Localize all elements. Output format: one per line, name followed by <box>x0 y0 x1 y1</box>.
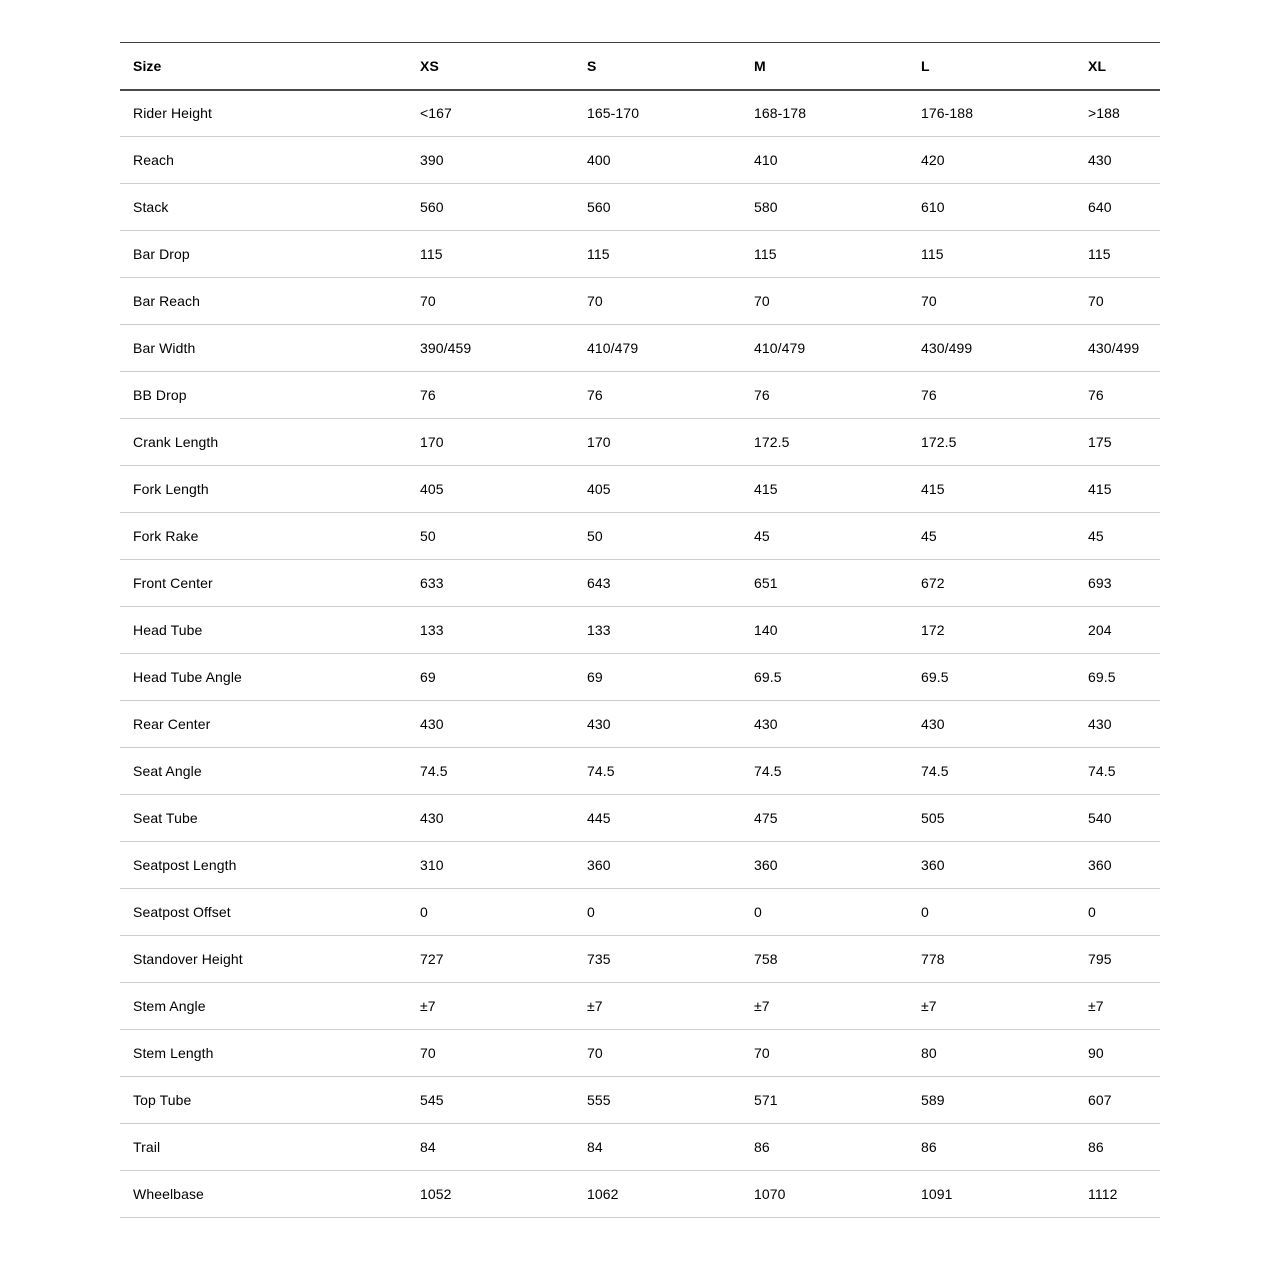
row-value: 172.5 <box>921 434 957 450</box>
row-value: 400 <box>587 152 611 168</box>
row-value: 50 <box>587 528 603 544</box>
row-value: 74.5 <box>1088 763 1116 779</box>
table-row <box>120 889 1160 936</box>
row-value: 70 <box>754 293 770 309</box>
row-value: 571 <box>754 1092 778 1108</box>
row-value: 735 <box>587 951 611 967</box>
column-header-l: L <box>921 57 930 74</box>
row-value: 70 <box>1088 293 1104 309</box>
table-row <box>120 137 1160 184</box>
row-value: 86 <box>1088 1139 1104 1155</box>
row-label: Crank Length <box>133 434 219 450</box>
row-value: 90 <box>1088 1045 1104 1061</box>
row-value: 1052 <box>420 1186 452 1202</box>
column-header-size: Size <box>133 57 162 74</box>
row-value: 410/479 <box>587 340 639 356</box>
row-value: 176-188 <box>921 105 974 122</box>
row-value: 420 <box>921 152 945 168</box>
row-value: 390/459 <box>420 340 472 356</box>
row-value: 175 <box>1088 434 1112 450</box>
table-header <box>120 43 1160 90</box>
row-value: 475 <box>754 810 778 826</box>
row-label: Bar Width <box>133 340 196 356</box>
row-value: ±7 <box>587 998 603 1014</box>
row-value: 430 <box>921 716 945 732</box>
row-value: 74.5 <box>754 763 782 779</box>
row-value: 430 <box>1088 152 1112 168</box>
row-value: 430/499 <box>921 340 973 356</box>
row-value: 415 <box>921 481 945 497</box>
spec-table-body <box>120 90 1160 1218</box>
row-value: 430 <box>754 716 778 732</box>
row-value: 76 <box>420 387 436 403</box>
row-value: 430 <box>420 810 444 826</box>
row-value: 0 <box>420 904 428 920</box>
row-value: ±7 <box>921 998 937 1014</box>
row-value: 76 <box>754 387 770 403</box>
row-value: 45 <box>754 528 770 544</box>
column-header-s: S <box>587 57 597 74</box>
row-value: 445 <box>587 810 611 826</box>
geometry-table <box>120 42 1160 1218</box>
row-label: Head Tube Angle <box>133 669 242 685</box>
row-label: Rider Height <box>133 105 213 122</box>
row-value: 415 <box>754 481 778 497</box>
row-value: 0 <box>1088 904 1096 920</box>
table-row <box>120 842 1160 889</box>
row-value: 76 <box>1088 387 1104 403</box>
row-value: 86 <box>754 1139 770 1155</box>
table-row <box>120 983 1160 1030</box>
row-value: 1070 <box>754 1186 786 1202</box>
table-row <box>120 936 1160 983</box>
row-value: 430 <box>420 716 444 732</box>
row-label: Standover Height <box>133 951 243 967</box>
row-value: 430 <box>1088 716 1112 732</box>
table-row <box>120 184 1160 231</box>
header-row <box>120 43 1160 90</box>
table-row <box>120 1171 1160 1218</box>
table-row <box>120 654 1160 701</box>
row-value: 76 <box>921 387 937 403</box>
row-value: 778 <box>921 951 945 967</box>
row-value: 610 <box>921 199 945 215</box>
row-label: BB Drop <box>133 387 187 403</box>
row-value: 70 <box>420 1045 436 1061</box>
row-value: 133 <box>420 622 444 638</box>
row-label: Top Tube <box>133 1092 192 1108</box>
row-value: 168-178 <box>754 105 807 122</box>
row-value: 69.5 <box>754 669 782 685</box>
row-value: 74.5 <box>921 763 949 779</box>
table-row <box>120 701 1160 748</box>
table-row <box>120 325 1160 372</box>
row-value: 545 <box>420 1092 444 1108</box>
row-value: 86 <box>921 1139 937 1155</box>
row-value: 405 <box>587 481 611 497</box>
row-value: 69 <box>587 669 603 685</box>
row-value: 430/499 <box>1088 340 1140 356</box>
row-value: 165-170 <box>587 105 640 122</box>
geometry-table-container <box>120 42 1160 1218</box>
row-value: 84 <box>420 1139 436 1155</box>
row-value: 45 <box>921 528 937 544</box>
row-value: 607 <box>1088 1092 1112 1108</box>
table-row <box>120 466 1160 513</box>
row-label: Bar Drop <box>133 246 190 262</box>
row-value: 505 <box>921 810 945 826</box>
row-value: 360 <box>587 857 611 873</box>
row-value: 580 <box>754 199 778 215</box>
row-value: 115 <box>921 246 944 262</box>
row-value: 70 <box>587 293 603 309</box>
row-value: 410/479 <box>754 340 806 356</box>
row-value: 70 <box>754 1045 770 1061</box>
row-value: 693 <box>1088 575 1112 591</box>
row-value: 390 <box>420 152 444 168</box>
table-row <box>120 1030 1160 1077</box>
row-value: 70 <box>587 1045 603 1061</box>
row-label: Stem Length <box>133 1045 214 1061</box>
row-value: ±7 <box>1088 998 1104 1014</box>
table-row <box>120 372 1160 419</box>
table-row <box>120 748 1160 795</box>
row-value: 360 <box>754 857 778 873</box>
row-label: Reach <box>133 152 174 168</box>
table-row <box>120 560 1160 607</box>
row-label: Seat Tube <box>133 810 198 826</box>
row-label: Bar Reach <box>133 293 201 309</box>
row-value: 415 <box>1088 481 1112 497</box>
row-value: 643 <box>587 575 611 591</box>
table-row <box>120 231 1160 278</box>
table-row <box>120 90 1160 137</box>
row-value: 50 <box>420 528 436 544</box>
row-value: 172 <box>921 622 945 638</box>
row-value: 589 <box>921 1092 945 1108</box>
row-value: 140 <box>754 622 778 638</box>
row-value: 0 <box>754 904 762 920</box>
row-value: ±7 <box>420 998 436 1014</box>
row-value: <167 <box>420 105 452 122</box>
row-value: 69.5 <box>921 669 949 685</box>
table-row <box>120 419 1160 466</box>
row-value: 70 <box>420 293 436 309</box>
table-row <box>120 1077 1160 1124</box>
row-value: 310 <box>420 857 444 873</box>
row-value: 1062 <box>587 1186 619 1202</box>
row-value: 405 <box>420 481 444 497</box>
column-header-m: M <box>754 57 766 74</box>
row-value: >188 <box>1088 105 1120 122</box>
row-value: 672 <box>921 575 945 591</box>
table-row <box>120 607 1160 654</box>
row-label: Rear Center <box>133 716 211 732</box>
row-value: 170 <box>420 434 444 450</box>
row-value: 74.5 <box>587 763 615 779</box>
row-value: 555 <box>587 1092 611 1108</box>
row-value: 430 <box>587 716 611 732</box>
row-value: 1091 <box>921 1186 953 1202</box>
row-label: Head Tube <box>133 622 203 638</box>
row-value: 70 <box>921 293 937 309</box>
row-value: ±7 <box>754 998 770 1014</box>
row-value: 560 <box>420 199 444 215</box>
row-value: 115 <box>587 246 610 262</box>
row-value: 1112 <box>1088 1186 1118 1202</box>
row-value: 115 <box>1088 246 1111 262</box>
row-value: 115 <box>754 246 777 262</box>
row-label: Trail <box>133 1139 161 1155</box>
column-header-xs: XS <box>420 57 439 74</box>
row-value: 795 <box>1088 951 1112 967</box>
row-value: 0 <box>587 904 595 920</box>
row-label: Fork Length <box>133 481 209 497</box>
row-label: Stem Angle <box>133 998 206 1014</box>
row-value: 172.5 <box>754 434 790 450</box>
row-value: 360 <box>921 857 945 873</box>
row-value: 204 <box>1088 622 1112 638</box>
row-value: 45 <box>1088 528 1104 544</box>
row-value: 651 <box>754 575 778 591</box>
row-value: 410 <box>754 152 778 168</box>
table-row <box>120 513 1160 560</box>
row-label: Stack <box>133 199 169 215</box>
row-value: 69.5 <box>1088 669 1116 685</box>
row-value: 633 <box>420 575 444 591</box>
row-label: Seatpost Offset <box>133 904 231 920</box>
row-value: 727 <box>420 951 444 967</box>
row-value: 84 <box>587 1139 603 1155</box>
column-header-xl: XL <box>1088 57 1107 74</box>
table-row <box>120 278 1160 325</box>
row-value: 133 <box>587 622 611 638</box>
row-value: 640 <box>1088 199 1112 215</box>
row-label: Front Center <box>133 575 213 591</box>
row-label: Wheelbase <box>133 1186 204 1202</box>
row-label: Seat Angle <box>133 763 202 779</box>
table-row <box>120 1124 1160 1171</box>
row-value: 76 <box>587 387 603 403</box>
row-value: 69 <box>420 669 436 685</box>
row-value: 115 <box>420 246 443 262</box>
row-value: 74.5 <box>420 763 448 779</box>
row-value: 560 <box>587 199 611 215</box>
row-label: Fork Rake <box>133 528 199 544</box>
row-value: 80 <box>921 1045 937 1061</box>
row-value: 540 <box>1088 810 1112 826</box>
row-value: 360 <box>1088 857 1112 873</box>
table-row <box>120 795 1160 842</box>
row-value: 758 <box>754 951 778 967</box>
row-label: Seatpost Length <box>133 857 237 873</box>
row-value: 0 <box>921 904 929 920</box>
row-value: 170 <box>587 434 611 450</box>
